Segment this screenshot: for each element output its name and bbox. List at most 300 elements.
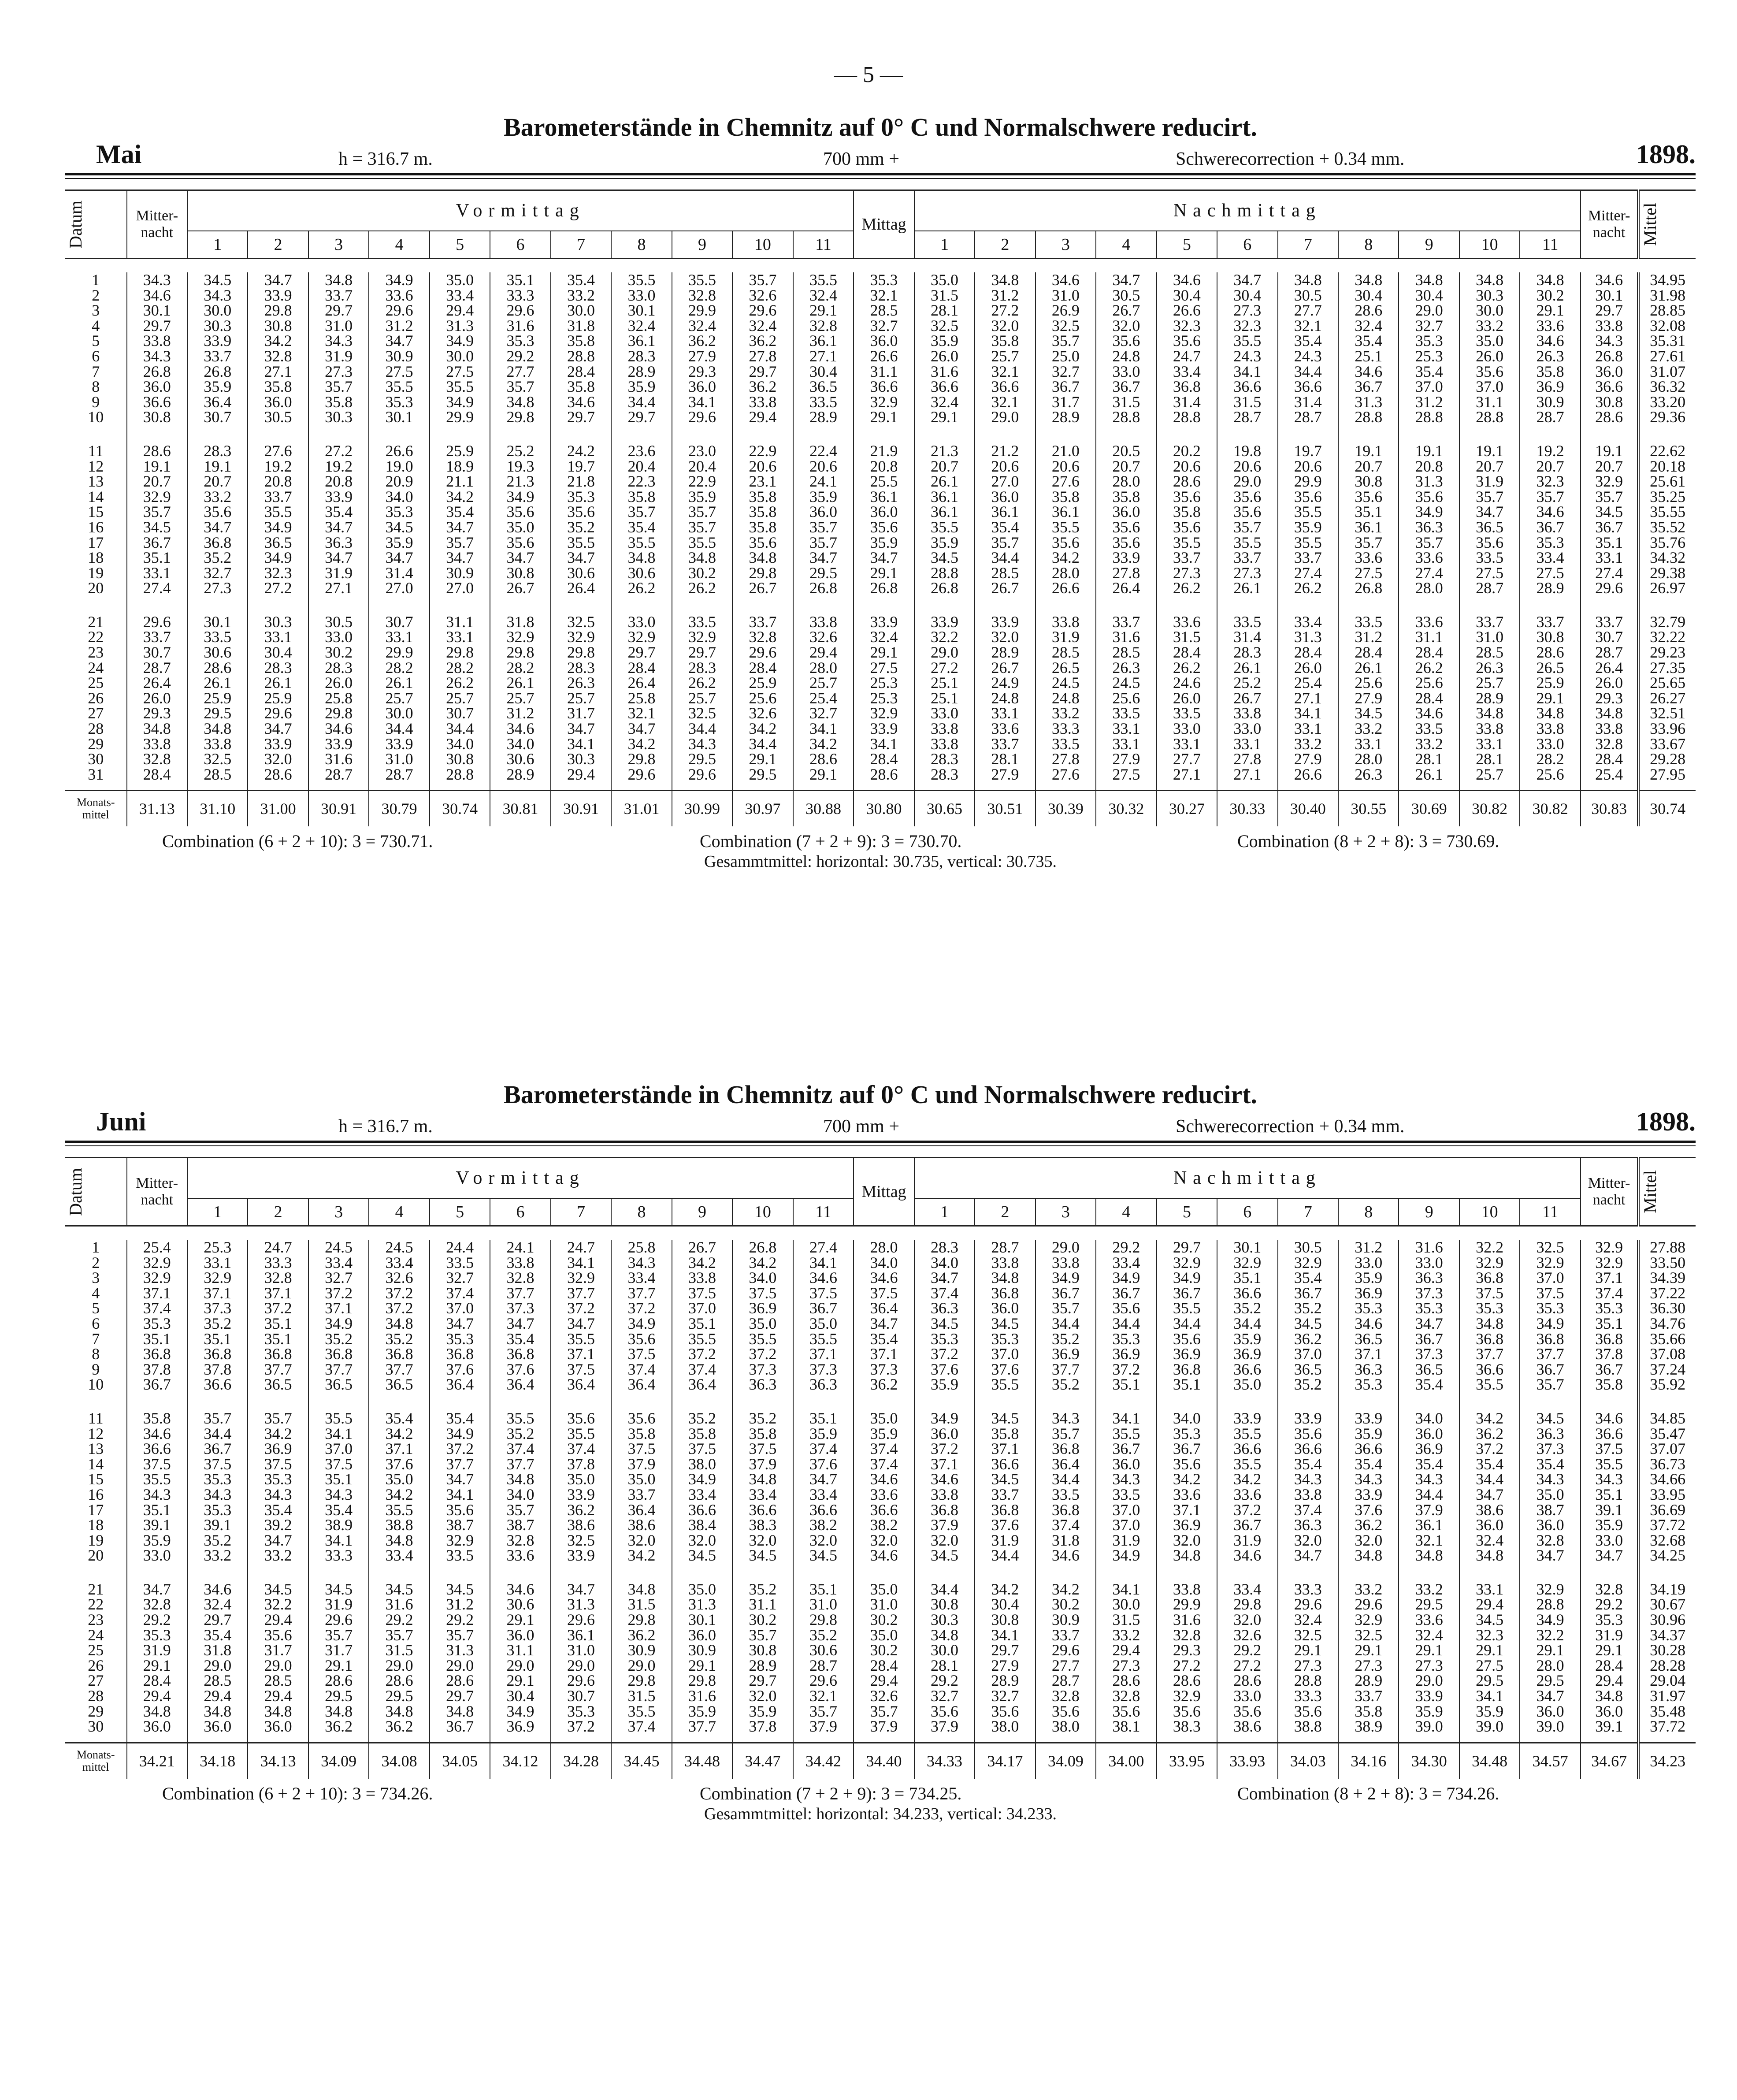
- pressure-value: 36.6: [1217, 1286, 1277, 1301]
- daily-mean: 27.61: [1638, 349, 1696, 364]
- day-number: 7: [92, 362, 100, 380]
- pressure-value: 31.0: [551, 1643, 611, 1658]
- pressure-value: 31.3: [672, 1597, 732, 1612]
- pressure-value: 37.7: [490, 1457, 550, 1472]
- monthly-mean-value: 31.00: [248, 791, 308, 827]
- pressure-value: 35.1: [490, 272, 550, 288]
- pressure-value: 19.3: [490, 459, 550, 474]
- pressure-value: 31.5: [611, 1688, 672, 1704]
- daily-mean: 35.48: [1638, 1704, 1696, 1719]
- pressure-value: 33.6: [854, 1487, 914, 1502]
- pressure-value: 37.5: [187, 1457, 248, 1472]
- pressure-value: 20.7: [1581, 459, 1638, 474]
- pressure-value: 27.7: [1157, 751, 1217, 767]
- pressure-value: 36.2: [732, 333, 793, 349]
- pressure-value: 35.8: [732, 489, 793, 505]
- pressure-value: 35.6: [1217, 1704, 1277, 1719]
- pressure-value: 33.9: [187, 333, 248, 349]
- pressure-value: 19.2: [1520, 443, 1581, 459]
- pressure-value: 34.8: [1520, 272, 1581, 288]
- pressure-value: 29.6: [1581, 580, 1638, 596]
- pressure-value: 35.6: [611, 1331, 672, 1347]
- pressure-value: 35.9: [1581, 1517, 1638, 1533]
- pressure-value: 35.7: [1399, 535, 1459, 550]
- pressure-value: 23.6: [611, 443, 672, 459]
- pressure-value: 33.0: [1217, 1688, 1277, 1704]
- pressure-value: 34.9: [308, 1316, 369, 1331]
- pressure-value: 36.6: [187, 1377, 248, 1392]
- pressure-value: 27.3: [1217, 303, 1277, 318]
- pressure-value: 35.5: [611, 535, 672, 550]
- pressure-value: 33.2: [1338, 721, 1399, 736]
- daily-mean: 29.23: [1638, 645, 1696, 660]
- pressure-value: 35.5: [1459, 1377, 1520, 1392]
- pressure-value: 35.5: [127, 1472, 187, 1487]
- pressure-value: 27.1: [1217, 767, 1277, 791]
- pressure-value: 37.6: [430, 1362, 490, 1377]
- pm-hour-4: 4: [1096, 1198, 1156, 1226]
- day-number: 6: [92, 1314, 100, 1332]
- pressure-value: 29.4: [854, 1673, 914, 1688]
- table-row: [65, 1472, 1696, 1487]
- pressure-value: 34.7: [127, 1582, 187, 1597]
- pressure-value: 34.4: [611, 394, 672, 410]
- pressure-value: 37.4: [127, 1301, 187, 1316]
- pressure-value: 35.8: [1520, 364, 1581, 379]
- pressure-value: 26.7: [1096, 303, 1156, 318]
- pressure-value: 34.8: [975, 1270, 1035, 1286]
- pressure-value: 34.3: [1036, 1411, 1096, 1426]
- pressure-value: 35.6: [975, 1704, 1035, 1719]
- pressure-value: 35.6: [1096, 520, 1156, 535]
- day-number: 28: [88, 1687, 104, 1705]
- monthly-mean-value: 33.95: [1157, 1743, 1217, 1779]
- pressure-value: 28.6: [1338, 303, 1399, 318]
- nachmittag-header: Nachmittag: [914, 190, 1581, 231]
- pressure-value: 25.7: [793, 675, 854, 691]
- pressure-value: 33.1: [1338, 736, 1399, 752]
- pressure-value: 32.4: [793, 288, 854, 303]
- pressure-value: 34.6: [854, 1472, 914, 1487]
- pm-hour-2: 2: [975, 1198, 1035, 1226]
- pressure-value: 34.0: [1399, 1411, 1459, 1426]
- pressure-value: 32.1: [611, 706, 672, 721]
- pressure-value: 37.9: [793, 1719, 854, 1743]
- monthly-mean-value: 33.93: [1217, 1743, 1277, 1779]
- pressure-value: 33.1: [1157, 736, 1217, 752]
- pressure-value: 34.3: [1581, 1472, 1638, 1487]
- pressure-value: 27.8: [1036, 751, 1096, 767]
- pressure-value: 38.9: [1338, 1719, 1399, 1743]
- monthly-mean-value: 30.65: [914, 791, 975, 827]
- pressure-value: 28.4: [127, 767, 187, 791]
- pressure-value: 34.6: [1338, 364, 1399, 379]
- pressure-value: 36.1: [1399, 1517, 1459, 1533]
- pressure-value: 35.2: [1278, 1301, 1338, 1316]
- pressure-value: 28.6: [1157, 474, 1217, 489]
- pressure-value: 29.4: [551, 767, 611, 791]
- monthly-mean-value: 30.69: [1399, 791, 1459, 827]
- pressure-value: 35.2: [732, 1411, 793, 1426]
- pressure-value: 28.3: [308, 660, 369, 676]
- pressure-value: 26.4: [611, 675, 672, 691]
- daily-mean: 28.85: [1638, 303, 1696, 318]
- pressure-value: 28.7: [1581, 645, 1638, 660]
- day-number: 25: [88, 674, 104, 692]
- pressure-value: 28.6: [1157, 1673, 1217, 1688]
- pressure-value: 37.7: [490, 1286, 550, 1301]
- pressure-value: 20.8: [854, 459, 914, 474]
- pressure-value: 35.5: [369, 1502, 429, 1518]
- pressure-value: 34.8: [611, 1582, 672, 1597]
- daily-mean: 34.66: [1638, 1472, 1696, 1487]
- pressure-value: 27.3: [1157, 565, 1217, 581]
- pressure-value: 30.1: [187, 614, 248, 630]
- pressure-value: 34.5: [248, 1582, 308, 1597]
- pressure-value: 34.3: [127, 272, 187, 288]
- pressure-value: 32.9: [1278, 1255, 1338, 1271]
- pressure-value: 36.0: [1520, 1517, 1581, 1533]
- pressure-value: 26.3: [1338, 767, 1399, 791]
- monthly-mean-value: 34.12: [490, 1743, 550, 1779]
- pressure-value: 34.2: [1157, 1472, 1217, 1487]
- pressure-value: 32.2: [1459, 1240, 1520, 1255]
- monatsmittel-label: Monats-mittel: [65, 791, 127, 827]
- pressure-value: 29.3: [1157, 1643, 1217, 1658]
- table-row: [65, 1628, 1696, 1643]
- pressure-value: 28.3: [672, 660, 732, 676]
- gesammtmittel: Gesammtmittel: horizontal: 30.735, vertical: 30.735.: [704, 852, 1057, 871]
- pressure-value: 34.4: [430, 721, 490, 736]
- pressure-value: 28.0: [854, 1240, 914, 1255]
- month-label: Juni: [96, 1107, 146, 1136]
- pressure-value: 22.3: [611, 474, 672, 489]
- pressure-value: 31.1: [854, 364, 914, 379]
- am-hour-5: 5: [430, 231, 490, 259]
- pressure-value: 28.2: [1520, 751, 1581, 767]
- pressure-value: 31.8: [1036, 1533, 1096, 1548]
- pressure-value: 35.7: [490, 1502, 550, 1518]
- monthly-mean-value: 34.67: [1581, 1743, 1638, 1779]
- pressure-value: 29.1: [914, 409, 975, 425]
- pressure-value: 38.1: [1096, 1719, 1156, 1743]
- pressure-value: 30.8: [1581, 394, 1638, 410]
- pressure-value: 30.2: [854, 1612, 914, 1628]
- pressure-value: 27.0: [975, 474, 1035, 489]
- pressure-value: 28.5: [187, 1673, 248, 1688]
- pressure-value: 38.7: [490, 1517, 550, 1533]
- pressure-value: 35.1: [1581, 1316, 1638, 1331]
- pressure-value: 36.5: [1278, 1362, 1338, 1377]
- pressure-value: 36.0: [490, 1628, 550, 1643]
- pressure-value: 29.1: [490, 1612, 550, 1628]
- pressure-value: 36.0: [914, 1426, 975, 1442]
- pressure-value: 35.0: [672, 1582, 732, 1597]
- pressure-value: 35.6: [611, 1411, 672, 1426]
- pressure-value: 27.2: [914, 660, 975, 676]
- pressure-value: 29.6: [672, 409, 732, 425]
- pressure-value: 35.2: [369, 1331, 429, 1347]
- table-row: [65, 565, 1696, 581]
- pressure-value: 32.7: [430, 1270, 490, 1286]
- pressure-value: 35.0: [854, 1628, 914, 1643]
- pressure-value: 38.4: [672, 1517, 732, 1533]
- pressure-value: 25.9: [732, 675, 793, 691]
- pressure-value: 39.2: [248, 1517, 308, 1533]
- pressure-value: 35.3: [1096, 1331, 1156, 1347]
- pressure-value: 33.4: [672, 1487, 732, 1502]
- pressure-value: 31.5: [914, 288, 975, 303]
- pressure-value: 27.3: [1217, 565, 1277, 581]
- pressure-value: 33.4: [1520, 550, 1581, 565]
- pressure-value: 34.2: [611, 736, 672, 752]
- pressure-value: 28.4: [1399, 691, 1459, 706]
- pressure-value: 33.8: [914, 736, 975, 752]
- pressure-value: 28.4: [611, 660, 672, 676]
- pressure-value: 33.5: [793, 394, 854, 410]
- day-number: 1: [92, 1238, 100, 1256]
- pressure-value: 30.6: [551, 565, 611, 581]
- daily-mean: 34.37: [1638, 1628, 1696, 1643]
- pressure-value: 32.0: [1096, 318, 1156, 334]
- pressure-value: 26.6: [369, 443, 429, 459]
- pressure-value: 29.1: [854, 565, 914, 581]
- pressure-value: 36.8: [1036, 1502, 1096, 1518]
- pressure-value: 34.2: [248, 333, 308, 349]
- pressure-value: 33.4: [793, 1487, 854, 1502]
- pressure-value: 33.7: [1157, 550, 1217, 565]
- pressure-value: 34.8: [369, 1704, 429, 1719]
- pressure-value: 28.7: [369, 767, 429, 791]
- pressure-value: 38.3: [732, 1517, 793, 1533]
- pressure-value: 37.9: [732, 1457, 793, 1472]
- pressure-value: 20.6: [975, 459, 1035, 474]
- pressure-value: 34.3: [127, 349, 187, 364]
- pressure-value: 33.6: [1217, 1487, 1277, 1502]
- pressure-value: 28.4: [1581, 751, 1638, 767]
- day-number: 4: [92, 316, 100, 335]
- pressure-value: 34.6: [1157, 272, 1217, 288]
- pressure-value: 36.0: [1581, 364, 1638, 379]
- pressure-value: 32.9: [672, 629, 732, 645]
- pressure-value: 35.7: [975, 535, 1035, 550]
- pressure-value: 28.2: [430, 660, 490, 676]
- pressure-value: 37.4: [854, 1441, 914, 1457]
- pressure-value: 33.0: [1096, 364, 1156, 379]
- day-number: 16: [88, 1485, 104, 1503]
- pressure-value: 31.9: [308, 349, 369, 364]
- pressure-value: 28.4: [1278, 645, 1338, 660]
- pressure-value: 35.3: [1581, 1301, 1638, 1316]
- pressure-value: 29.7: [127, 318, 187, 334]
- pressure-value: 34.9: [1520, 1316, 1581, 1331]
- pressure-value: 32.8: [490, 1533, 550, 1548]
- pressure-value: 28.9: [490, 767, 550, 791]
- pressure-value: 34.8: [430, 1704, 490, 1719]
- pressure-value: 37.9: [611, 1457, 672, 1472]
- pressure-value: 35.9: [1459, 1704, 1520, 1719]
- pressure-value: 27.2: [975, 303, 1035, 318]
- pressure-value: 32.9: [1520, 1255, 1581, 1271]
- pressure-value: 35.0: [611, 1472, 672, 1487]
- pressure-value: 32.0: [1157, 1533, 1217, 1548]
- pressure-value: 30.6: [187, 645, 248, 660]
- table-row: [65, 1502, 1696, 1518]
- pressure-value: 36.2: [1338, 1517, 1399, 1533]
- pressure-value: 35.6: [248, 1628, 308, 1643]
- pressure-value: 28.6: [248, 767, 308, 791]
- pressure-value: 30.7: [127, 645, 187, 660]
- pressure-value: 31.1: [1459, 394, 1520, 410]
- pressure-value: 34.5: [1459, 1612, 1520, 1628]
- pressure-value: 27.5: [1338, 565, 1399, 581]
- pressure-value: 36.6: [1338, 1441, 1399, 1457]
- pressure-value: 34.8: [732, 550, 793, 565]
- pressure-value: 33.9: [308, 489, 369, 505]
- pressure-value: 36.3: [1338, 1362, 1399, 1377]
- pressure-value: 34.9: [248, 520, 308, 535]
- pressure-value: 26.4: [1581, 660, 1638, 676]
- pressure-value: 34.7: [187, 520, 248, 535]
- pressure-value: 36.5: [1459, 520, 1520, 535]
- monthly-mean-value: 34.57: [1520, 1743, 1581, 1779]
- pressure-value: 37.0: [1459, 379, 1520, 394]
- pm-hour-5: 5: [1157, 231, 1217, 259]
- pressure-value: 33.7: [187, 349, 248, 364]
- pressure-value: 31.9: [1096, 1533, 1156, 1548]
- pressure-value: 36.6: [1217, 379, 1277, 394]
- pressure-value: 28.8: [1520, 1597, 1581, 1612]
- pressure-value: 34.2: [369, 1487, 429, 1502]
- pressure-value: 26.1: [1217, 660, 1277, 676]
- pressure-value: 34.3: [611, 1255, 672, 1271]
- pressure-value: 33.7: [248, 489, 308, 505]
- pressure-value: 36.2: [369, 1719, 429, 1743]
- table-row: [65, 614, 1696, 630]
- pressure-value: 34.2: [975, 1582, 1035, 1597]
- pressure-value: 32.9: [127, 1255, 187, 1271]
- pressure-value: 37.2: [1096, 1362, 1156, 1377]
- pressure-value: 35.3: [854, 272, 914, 288]
- pressure-value: 27.5: [430, 364, 490, 379]
- pressure-value: 24.7: [1157, 349, 1217, 364]
- pressure-value: 36.5: [1399, 1362, 1459, 1377]
- table-row: [65, 629, 1696, 645]
- table-row: [65, 333, 1696, 349]
- pressure-value: 36.7: [1520, 1362, 1581, 1377]
- pressure-value: 34.5: [732, 1548, 793, 1563]
- pressure-value: 36.6: [975, 1457, 1035, 1472]
- pressure-value: 34.5: [1278, 1316, 1338, 1331]
- pressure-value: 33.7: [1581, 614, 1638, 630]
- pressure-value: 29.2: [914, 1673, 975, 1688]
- pressure-value: 29.7: [611, 645, 672, 660]
- pressure-value: 31.1: [430, 614, 490, 630]
- pressure-value: 37.8: [551, 1457, 611, 1472]
- pressure-value: 34.3: [1581, 333, 1638, 349]
- gravity-correction: Schwerecorrection + 0.34 mm.: [1176, 1116, 1405, 1137]
- pressure-value: 28.6: [1217, 1673, 1277, 1688]
- pressure-value: 28.7: [1459, 580, 1520, 596]
- pressure-value: 38.6: [611, 1517, 672, 1533]
- pressure-value: 34.2: [732, 721, 793, 736]
- daily-mean: 22.62: [1638, 443, 1696, 459]
- pressure-value: 36.1: [854, 489, 914, 505]
- day-number: 31: [88, 765, 104, 783]
- pressure-value: 35.9: [127, 1533, 187, 1548]
- pressure-value: 26.1: [187, 675, 248, 691]
- pressure-value: 35.4: [611, 520, 672, 535]
- pressure-value: 33.2: [1459, 318, 1520, 334]
- pressure-value: 29.0: [914, 645, 975, 660]
- barometer-table: [65, 1157, 1696, 1779]
- pm-hour-10: 10: [1459, 231, 1520, 259]
- table-row: [65, 706, 1696, 721]
- mitternacht-end-header: Mitter-nacht: [1581, 190, 1638, 259]
- pressure-value: 29.2: [1096, 1240, 1156, 1255]
- pressure-value: 35.1: [127, 1331, 187, 1347]
- pressure-value: 32.1: [793, 1688, 854, 1704]
- pressure-value: 30.3: [914, 1612, 975, 1628]
- pressure-value: 34.9: [672, 1472, 732, 1487]
- pressure-value: 34.3: [1278, 1472, 1338, 1487]
- pressure-value: 34.7: [1217, 272, 1277, 288]
- pressure-value: 35.4: [1459, 1457, 1520, 1472]
- pressure-value: 32.9: [551, 629, 611, 645]
- pressure-value: 27.1: [1278, 691, 1338, 706]
- pressure-value: 26.0: [1581, 675, 1638, 691]
- pressure-value: 33.9: [975, 614, 1035, 630]
- pressure-value: 37.2: [551, 1301, 611, 1316]
- pressure-value: 37.5: [1581, 1441, 1638, 1457]
- pressure-value: 35.6: [1459, 535, 1520, 550]
- pressure-value: 31.9: [308, 565, 369, 581]
- pressure-value: 29.8: [490, 409, 550, 425]
- pressure-value: 38.9: [308, 1517, 369, 1533]
- pressure-value: 34.4: [1036, 1472, 1096, 1487]
- pressure-value: 32.2: [1520, 1628, 1581, 1643]
- pressure-value: 35.6: [1036, 535, 1096, 550]
- pressure-value: 34.8: [975, 272, 1035, 288]
- combination-3: Combination (8 + 2 + 8): 3 = 734.26.: [1237, 1784, 1499, 1803]
- pressure-value: 36.1: [611, 333, 672, 349]
- pressure-value: 36.3: [793, 1377, 854, 1392]
- pressure-value: 35.5: [672, 535, 732, 550]
- pressure-value: 33.0: [1399, 1255, 1459, 1271]
- pressure-value: 27.6: [1036, 767, 1096, 791]
- pressure-value: 34.1: [975, 1628, 1035, 1643]
- pressure-value: 35.5: [369, 379, 429, 394]
- pressure-value: 28.4: [854, 751, 914, 767]
- combination-1: Combination (6 + 2 + 10): 3 = 730.71.: [162, 831, 433, 851]
- pressure-value: 31.8: [187, 1643, 248, 1658]
- pressure-value: 31.6: [1399, 1240, 1459, 1255]
- pressure-value: 28.6: [793, 751, 854, 767]
- pressure-value: 18.9: [430, 459, 490, 474]
- am-hour-8: 8: [611, 1198, 672, 1226]
- pressure-value: 33.1: [1581, 550, 1638, 565]
- pressure-value: 37.7: [248, 1362, 308, 1377]
- pressure-value: 36.6: [672, 1502, 732, 1518]
- pressure-value: 31.0: [308, 318, 369, 334]
- am-hour-6: 6: [490, 1198, 550, 1226]
- pressure-value: 35.6: [1157, 1331, 1217, 1347]
- pressure-value: 36.0: [1581, 1704, 1638, 1719]
- pressure-value: 36.3: [1278, 1517, 1338, 1533]
- pressure-value: 34.4: [1459, 1472, 1520, 1487]
- pressure-value: 33.2: [187, 489, 248, 505]
- pressure-value: 25.9: [248, 691, 308, 706]
